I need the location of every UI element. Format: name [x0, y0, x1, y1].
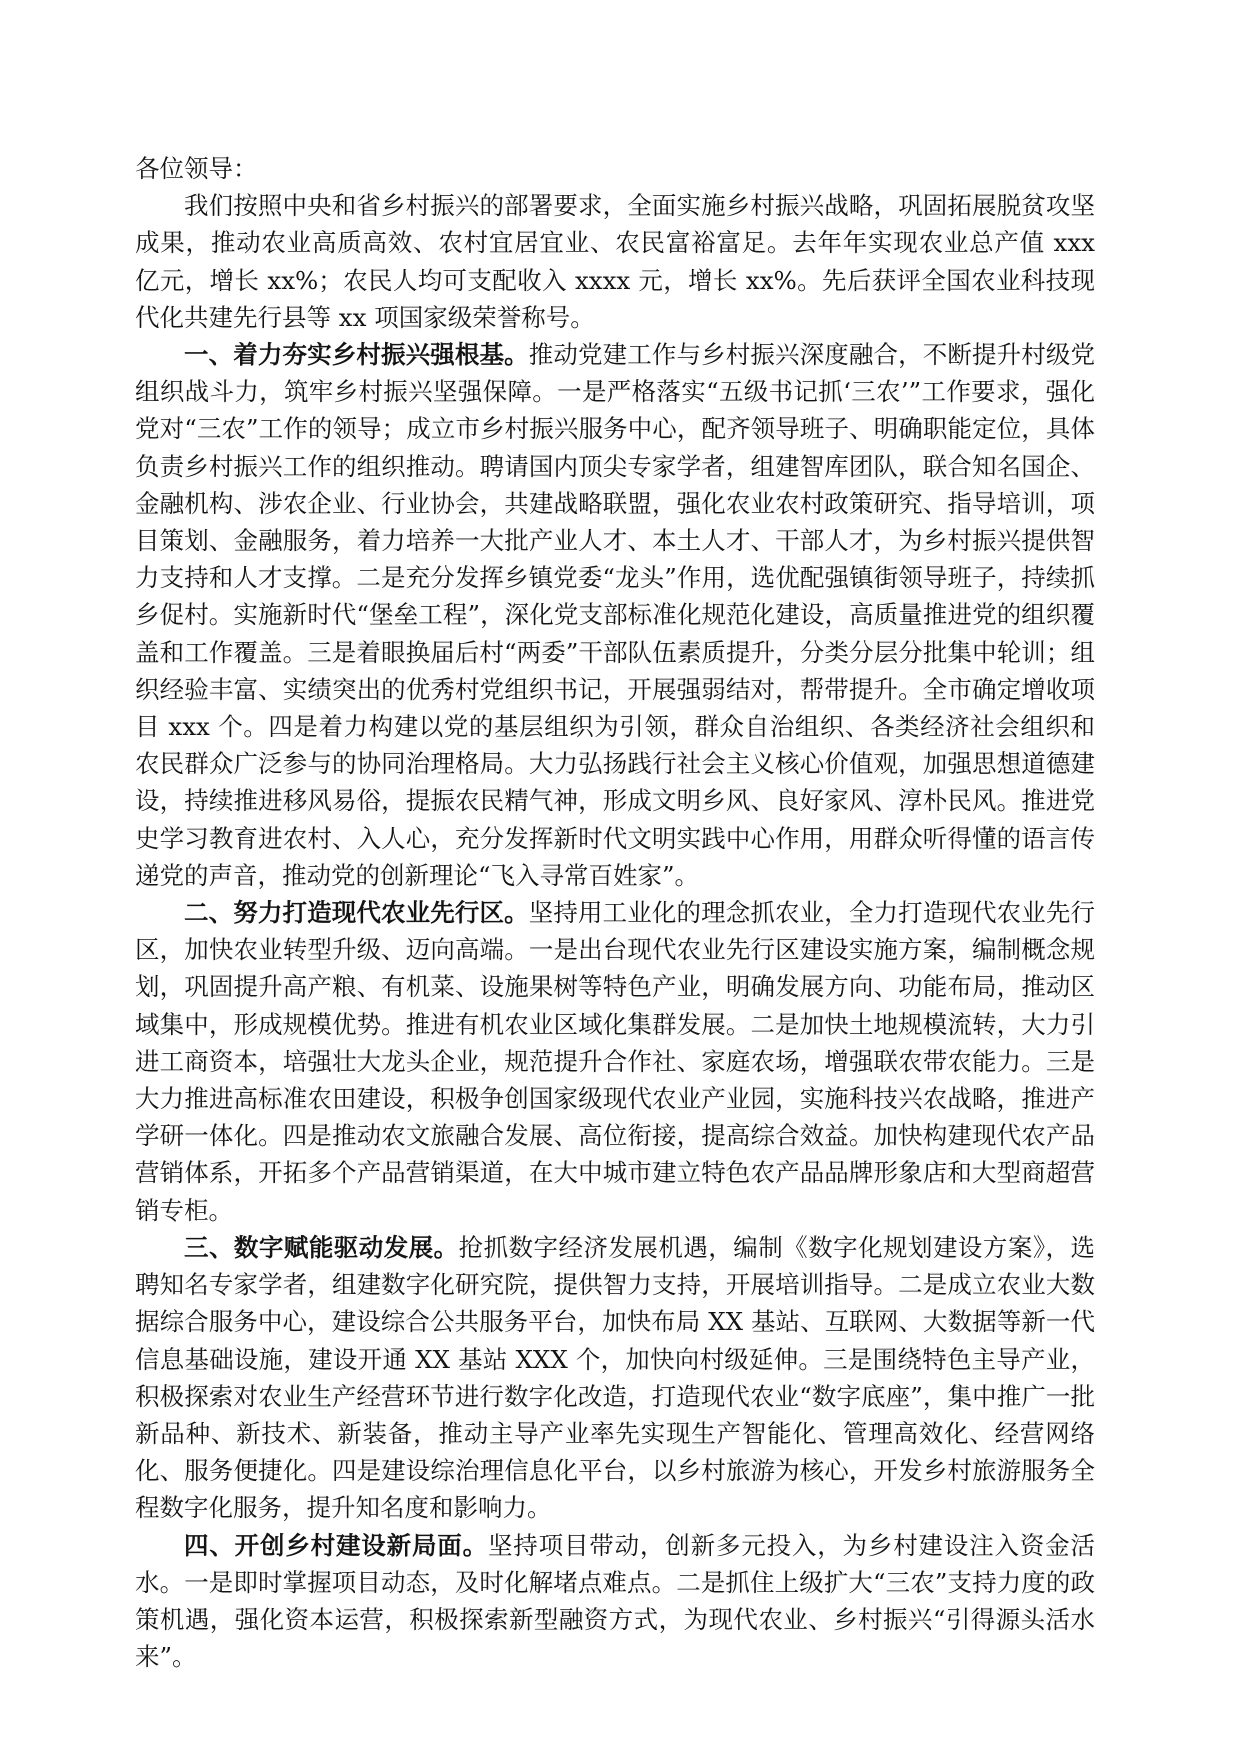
salutation: 各位领导：: [135, 154, 258, 183]
section-3-body: 抢抓数字经济发展机遇，编制《数字化规划建设方案》，选聘知名专家学者，组建数字化研究院，提供智力支持，开展培训指导。二是成立农业大数据综合服务中心，建设综合公共服务平台，加快布局 XX 基站、互联网、大数据等新一代信息基础设施，建设开通 XX 基站 XXX 个，加快向村级延伸。三是围绕特色主导产业，积极探索对农业生产经营环节进行数字化改造，打造现代农业“数字底座”，集中推广一批新品种、新技术、新装备，推动主导产业率先实现生产智能化、管理高效化、经营网络化、服务便捷化。四是建设综治理信息化平台，以乡村旅游为核心，开发乡村旅游服务全程数字化服务，提升知名度和影响力。: [135, 1232, 1096, 1523]
section-4-heading: 四、开创乡村建设新局面。: [184, 1530, 488, 1560]
section-1-body: 推动党建工作与乡村振兴深度融合，不断提升村级党组织战斗力，筑牢乡村振兴坚强保障。一是严格落实“五级书记抓‘三农’”工作要求，强化党对“三农”工作的领导；成立市乡村振兴服务中心，配齐领导班子、明确职能定位，具体负责乡村振兴工作的组织推动。聘请国内顶尖专家学者，组建智库团队，联合知名国企、金融机构、涉农企业、行业协会，共建战略联盟，强化农业农村政策研究、指导培训，项目策划、金融服务，着力培养一大批产业人才、本土人才、干部人才，为乡村振兴提供智力支持和人才支撑。二是充分发挥乡镇党委“龙头”作用，选优配强镇街领导班子，持续抓乡促村。实施新时代“堡垒工程”，深化党支部标准化规范化建设，高质量推进党的组织覆盖和工作覆盖。三是着眼换届后村“两委”干部队伍素质提升，分类分层分批集中轮训；组织经验丰富、实绩突出的优秀村党组织书记，开展强弱结对，帮带提升。全市确定增收项目 xxx 个。四是着力构建以党的基层组织为引领，群众自治组织、各类经济社会组织和农民群众广泛参与的协同治理格局。大力弘扬践行社会主义核心价值观，加强思想道德建设，持续推进移风易俗，提振农民精气神，形成文明乡风、良好家风、淳朴民风。推进党史学习教育进农村、入人心，充分发挥新时代文明实践中心作用，用群众听得懂的语言传递党的声音，推动党的创新理论“飞入寻常百姓家”。: [135, 340, 1095, 890]
intro-paragraph: 我们按照中央和省乡村振兴的部署要求，全面实施乡村振兴战略，巩固拓展脱贫攻坚成果，推动农业高质高效、农村宜居宜业、农民富裕富足。去年年实现农业总产值 xxx 亿元，增长 xx%；农民人均可支配收入 xxxx 元，增长 xx%。先后获评全国农业科技现代化共建先行县等 xx 项国家级荣誉称号。: [135, 191, 1095, 332]
section-2-body: 坚持用工业化的理念抓农业，全力打造现代农业先行区，加快农业转型升级、迈向高端。一是出台现代农业先行区建设实施方案，编制概念规划，巩固提升高产粮、有机菜、设施果树等特色产业，明确发展方向、功能布局，推动区域集中，形成规模优势。推进有机农业区域化集群发展。二是加快土地规模流转，大力引进工商资本，培强壮大龙头企业，规范提升合作社、家庭农场，增强联农带农能力。三是大力推进高标准农田建设，积极争创国家级现代农业产业园，实施科技兴农战略，推进产学研一体化。四是推动农文旅融合发展、高位衔接，提高综合效益。加快构建现代农产品营销体系，开拓多个产品营销渠道，在大中城市建立特色农产品品牌形象店和大型商超营销专柜。: [135, 898, 1095, 1225]
document-page: [135, 150, 1095, 1675]
section-4-paragraph: [135, 1527, 1095, 1676]
section-2-paragraph: [135, 894, 1095, 1229]
section-3-paragraph: [135, 1229, 1095, 1527]
section-1-paragraph: [135, 336, 1095, 894]
section-1-heading: 一、着力夯实乡村振兴强根基。: [184, 340, 529, 370]
section-4-body: 坚持项目带动，创新多元投入，为乡村建设注入资金活水。一是即时掌握项目动态，及时化解堵点难点。二是抓住上级扩大“三农”支持力度的政策机遇，强化资本运营，积极探索新型融资方式，为现代农业、乡村振兴“引得源头活水来”。: [135, 1530, 1096, 1672]
section-3-heading: 三、数字赋能驱动发展。: [184, 1232, 459, 1262]
section-2-heading: 二、努力打造现代农业先行区。: [184, 898, 529, 928]
